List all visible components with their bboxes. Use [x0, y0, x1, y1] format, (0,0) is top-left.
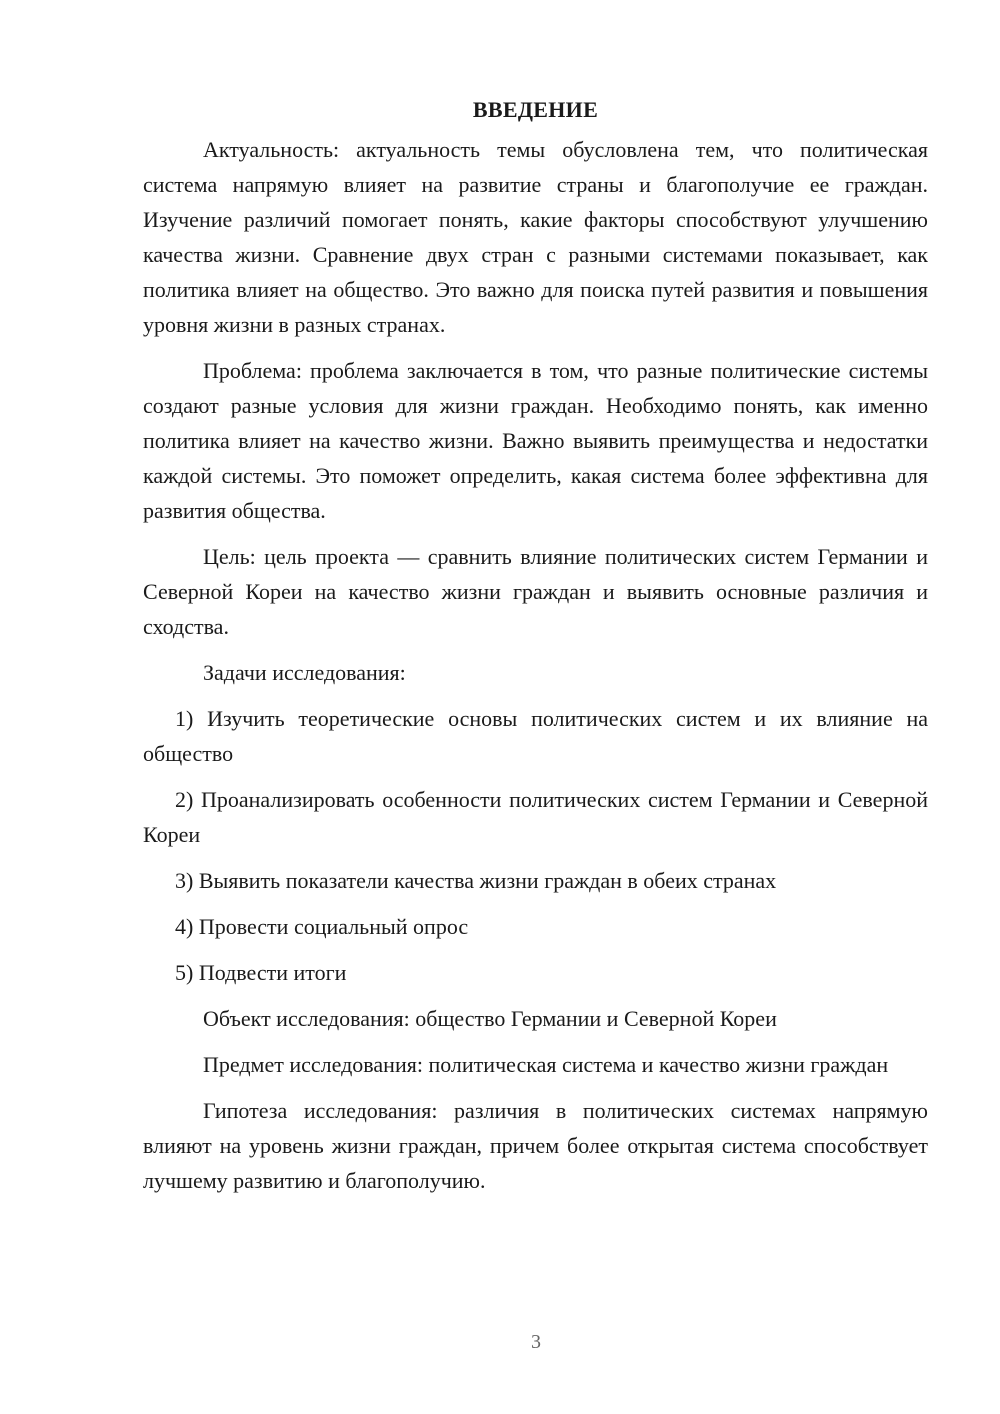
task-item-1: 1) Изучить теоретические основы политических систем и их влияние на общество: [143, 706, 928, 766]
page-number: 3: [531, 1331, 541, 1353]
goal-paragraph: Цель: цель проекта — сравнить влияние политических систем Германии и Северной Кореи на качество жизни граждан и выявить основные различия и сходства.: [143, 544, 928, 639]
section-heading: ВВЕДЕНИЕ: [472, 97, 599, 122]
problem-paragraph: Проблема: проблема заключается в том, что разные политические системы создают разные условия для жизни граждан. Необходимо понять, как именно политика влияет на качество жизни. Важно выявить преимущества и недостатки каждой системы. Это поможет определить, какая система более эффективна для развития общества.: [143, 358, 928, 523]
task-item-4: 4) Провести социальный опрос: [175, 914, 469, 939]
tasks-title: Задачи исследования:: [203, 660, 406, 685]
object-paragraph: Объект исследования: общество Германии и Северной Кореи: [203, 1006, 777, 1031]
task-item-2: 2) Проанализировать особенности политических систем Германии и Северной Кореи: [143, 787, 928, 847]
hypothesis-paragraph: Гипотеза исследования: различия в политических системах напрямую влияют на уровень жизни граждан, причем более открытая система способствует лучшему развитию и благополучию.: [143, 1098, 928, 1193]
task-item-3: 3) Выявить показатели качества жизни граждан в обеих странах: [175, 868, 777, 893]
task-item-5: 5) Подвести итоги: [175, 960, 347, 985]
relevance-paragraph: Актуальность: актуальность темы обусловлена тем, что политическая система напрямую влияет на развитие страны и благополучие ее граждан. Изучение различий помогает понять, какие факторы способствуют улучшению качества жизни. Сравнение двух стран с разными системами показывает, как политика влияет на общество. Это важно для поиска путей развития и повышения уровня жизни в разных странах.: [143, 137, 928, 337]
subject-paragraph: Предмет исследования: политическая система и качество жизни граждан: [203, 1052, 889, 1077]
document-page: [143, 92, 928, 1209]
